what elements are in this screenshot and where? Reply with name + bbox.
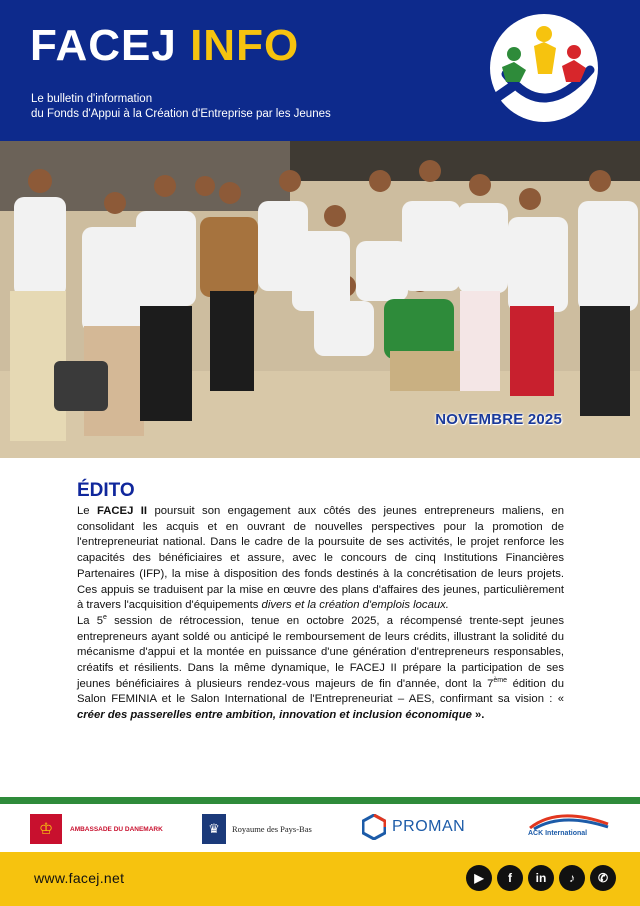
p2-text-c: édition du Salon FEMINIA et le Salon International de l'Entrepreneuriat – AES, confirmant sa vision : « — [77, 677, 564, 706]
tiktok-icon[interactable]: ♪ — [559, 865, 585, 891]
website-link[interactable]: www.facej.net — [34, 870, 125, 886]
netherlands-crest-icon: ♛ — [202, 814, 226, 844]
p2-text-a: La 5 — [77, 614, 104, 627]
partner-ack-label: ACK International — [528, 830, 588, 837]
p2-sup-eme: ème — [493, 676, 507, 684]
subtitle-line-1: Le bulletin d'information — [31, 93, 153, 105]
denmark-crest-icon: ♔ — [30, 814, 62, 844]
p1-italic-end: divers et la création d'emplois locaux. — [261, 599, 449, 612]
partner-denmark-label: AMBASSADE DU DANEMARK — [70, 825, 163, 833]
subtitle — [31, 92, 331, 122]
issue-date: NOVEMBRE 2025 — [435, 411, 562, 428]
facebook-icon[interactable]: f — [497, 865, 523, 891]
edito-paragraph-1 — [77, 504, 564, 614]
partner-netherlands-label: Royaume des Pays-Bas — [232, 824, 312, 834]
whatsapp-icon[interactable]: ✆ — [590, 865, 616, 891]
edito-heading: ÉDITO — [77, 480, 135, 501]
group-photo — [0, 141, 640, 458]
brand-title — [30, 21, 300, 70]
subtitle-line-2: du Fonds d'Appui à la Création d'Entreprise par les Jeunes — [31, 108, 331, 120]
linkedin-icon[interactable]: in — [528, 865, 554, 891]
edito-body — [77, 504, 564, 724]
facej-logo-icon — [466, 12, 616, 130]
p2-text-b: session de rétrocession, tenue en octobre 2025, a récompensé trente-sept jeunes entrepreneurs ayant soldé ou anticipé le remboursement de leurs crédits, illustrant la solidité du mécanisme d'appui et la montée en puissance d'une génération d'entrepreneurs responsables, créatifs et résilients. Dans la même dynamique, le FACEJ II prépare la participation de ses jeunes bénéficiaires à plusieurs rendez-vous majeurs de fin d'année, dont la 7 — [77, 614, 564, 690]
p1-text-a: Le — [77, 505, 97, 517]
p2-vision-quote: créer des passerelles entre ambition, innovation et inclusion économique — [77, 709, 472, 722]
brand-word-info: INFO — [190, 21, 300, 70]
p1-bold-facej: FACEJ II — [96, 505, 148, 517]
partner-netherlands — [202, 814, 312, 844]
p2-sup-e: e — [103, 614, 107, 622]
partner-proman — [362, 814, 465, 840]
brand-word-facej: FACEJ — [30, 21, 177, 70]
p2-quote-close: ». — [471, 709, 485, 722]
partner-ack — [528, 812, 610, 837]
divider-bar — [0, 797, 640, 804]
partner-denmark — [30, 814, 163, 844]
p1-text-b: poursuit son engagement aux côtés des jeunes entrepreneurs maliens, en consolidant les acquis et en ouvrant de nouvelles perspectives pour la promotion de l'entrepreneuriat national. Dans le cadre de la poursuite de ses activités, le projet renforce les capacités des bénéficiaires et assure, avec le concours de cinq Institutions Financières Partenaires (IFP), la mise à disposition des fonds destinés à la concrétisation de leurs projets. Ces appuis se traduisent par la mise en œuvre des plans d'affaires des jeunes, particulièrement à travers l'acquisition d'équipements — [77, 505, 564, 612]
proman-hexagon-icon — [362, 814, 386, 840]
edito-paragraph-2 — [77, 614, 564, 724]
footer-band — [0, 852, 640, 906]
youtube-icon[interactable]: ▶ — [466, 865, 492, 891]
partner-logos — [0, 804, 640, 852]
partner-proman-label: PROMAN — [392, 818, 466, 835]
header-band — [0, 0, 640, 141]
ack-swoosh-icon — [528, 812, 610, 830]
